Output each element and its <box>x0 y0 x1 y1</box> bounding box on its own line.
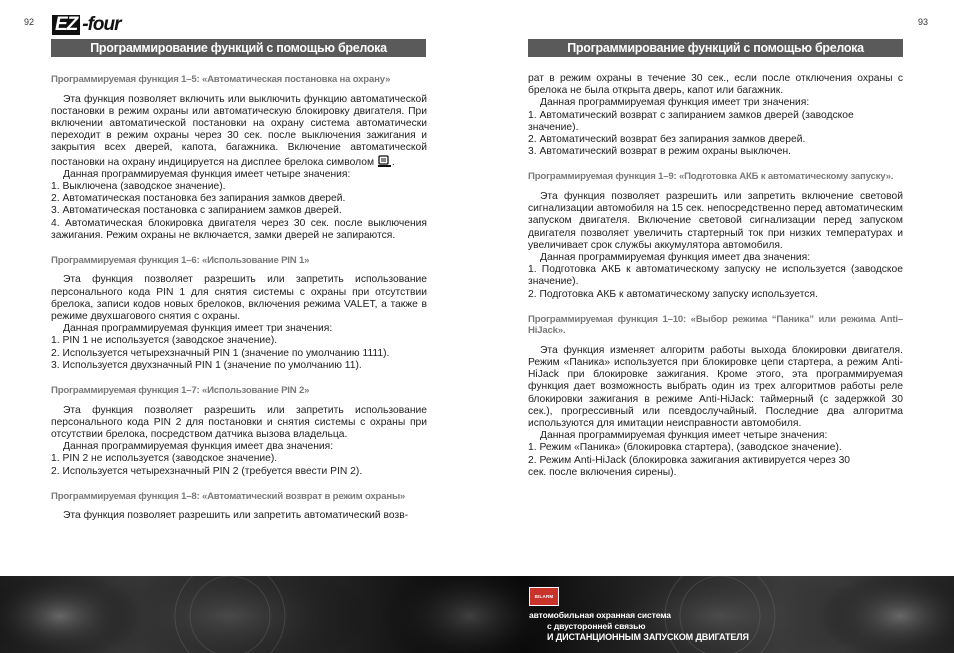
footer-tagline <box>529 610 749 643</box>
function-1-8-values-intro: Данная программируемая функция имеет три значения: <box>540 97 810 109</box>
list-item: 3. Автоматическая постановка с запиранием замков дверей. <box>51 205 342 217</box>
function-1-10-description: Эта функция изменяет алгоритм работы выхода блокировки двигателя. Режим «Паника» используется при блокировке цепи стартера, а режим Anti-HiJack при блокировке зажигания. Кроме этого, эта программируемая функция дает возможность выбрать один из трех алгоритмов работы реле блокировки зажигания в режиме Anti-HiJack: таймерный (с задержкой 30 сек.), прогрессивный или псевдослучайный. Последние два алгоритма используются для имитации неисправности автомобиля. <box>528 344 903 429</box>
list-item: 2. Используется четырехзначный PIN 2 (требуется ввести PIN 2). <box>51 465 363 477</box>
list-item: 2. Автоматическая постановка без запирания замков дверей. <box>51 193 346 205</box>
right-column <box>528 73 903 479</box>
function-1-7-values-intro: Данная программируемая функция имеет два значения: <box>63 441 334 453</box>
function-1-10-values-intro: Данная программируемая функция имеет четыре значения: <box>540 430 828 442</box>
section-title-left: Программирование функций с помощью брелока <box>51 39 426 57</box>
function-1-5-description: Эта функция позволяет включить или выключить функцию автоматической постановки в режим охраны или автоматическую блокировку двигателя. При включении автоматической постановки на охрану система автоматически переходит в режим охраны через 30 сек. после выключения зажигания и закрытия всех дверей, капота, багажника. Включение автоматической постановки на охрану индицируется на дисплее брелока символом . <box>51 93 427 168</box>
tagline-line-3: И ДИСТАНЦИОННЫМ ЗАПУСКОМ ДВИГАТЕЛЯ <box>547 632 749 642</box>
function-1-9-heading: Программируемая функция 1–9: «Подготовка АКБ к автоматическому запуску». <box>528 171 894 183</box>
leopard-right-shape <box>820 576 954 653</box>
list-item: 2. Используется четырехзначный PIN 1 (значение по умолчанию 1111). <box>51 347 390 359</box>
page-number-right: 93 <box>918 17 929 27</box>
function-1-9-description: Эта функция позволяет разрешить или запретить включение световой сигнализации автомобиля на 15 сек. непосредственно перед автоматическим запуском двигателя. Включение световой сигнализации перед запуском двигателя позволяет увеличить стартерный ток при низких температурах и увеличивает срок службы аккумулятора автомобиля. <box>528 190 903 251</box>
function-1-6-description: Эта функция позволяет разрешить или запретить использование персонального кода PIN 1 для снятия системы с охраны при отсутствии брелока, записи кодов новых брелоков, включения режима VALET, а также в режиме двухшагового снятия с охраны. <box>51 274 427 323</box>
list-item: 3. Используется двухзначный PIN 1 (значение по умолчанию 11). <box>51 359 362 371</box>
logo-four: -four <box>82 14 121 35</box>
bilarm-logo: BILARM <box>529 587 559 606</box>
list-item: 2. Подготовка АКБ к автоматическому запуску используется. <box>528 288 818 300</box>
ez-four-logo <box>52 14 121 36</box>
list-item: 1. PIN 1 не используется (заводское значение). <box>51 335 278 347</box>
footer-artwork <box>0 576 954 653</box>
list-item: 1. PIN 2 не используется (заводское значение). <box>51 453 278 465</box>
function-1-6-values-intro: Данная программируемая функция имеет три значения: <box>63 323 333 335</box>
function-1-7-heading: Программируемая функция 1–7: «Использование PIN 2» <box>51 385 310 397</box>
page-number-left: 92 <box>24 17 35 27</box>
auto-arm-symbol-icon <box>378 155 391 168</box>
tagline-line-1: автомобильная охранная система <box>529 610 671 620</box>
section-title-right: Программирование функций с помощью брелока <box>528 39 903 57</box>
function-1-9-values-intro: Данная программируемая функция имеет два значения: <box>540 251 811 263</box>
function-1-6-heading: Программируемая функция 1–6: «Использование PIN 1» <box>51 254 310 266</box>
left-column <box>51 74 427 522</box>
list-item: 3. Автоматический возврат в режим охраны выключен. <box>528 146 792 158</box>
function-1-5-heading: Программируемая функция 1–5: «Автоматическая постановка на охрану» <box>51 74 391 85</box>
list-item: 1. Режим «Паника» (блокировка стартера), (заводское значение). <box>528 442 842 454</box>
list-item: 4. Автоматическая блокировка двигателя через 30 сек. после выключения зажигания. Режим охраны не включается, замки дверей не запираются. <box>51 217 427 241</box>
tagline-line-2: с двусторонней связью <box>547 621 646 631</box>
function-1-10-heading: Программируемая функция 1–10: «Выбор режима “Паника” или режима Anti–HiJack». <box>528 313 903 337</box>
list-item: 2. Режим Anti-HiJack (блокировка зажигания активируется через 30 сек. после включения сирены). <box>528 454 851 478</box>
function-1-8-description-start: Эта функция позволяет разрешить или запретить автоматический возв- <box>63 510 409 522</box>
list-item: 1. Выключена (заводское значение). <box>51 180 226 192</box>
wheel-left-shape <box>90 576 370 653</box>
list-item: 2. Автоматический возврат без запирания замков дверей. <box>528 134 806 146</box>
list-item: 1. Автоматический возврат с запиранием замков дверей (заводское значение). <box>528 109 854 133</box>
function-1-7-description: Эта функция позволяет разрешить или запретить использование персонального кода PIN 2 для постановки и снятия системы с охраны при отсутствии брелока, посредством датчика вызова владельца. <box>51 404 427 440</box>
function-1-8-heading: Программируемая функция 1–8: «Автоматический возврат в режим охраны» <box>51 490 406 502</box>
logo-ez: EZ <box>52 15 80 35</box>
list-item: 1. Подготовка АКБ к автоматическому запуску не используется (заводское значение). <box>528 264 903 288</box>
function-1-8-description-cont: рат в режим охраны в течение 30 сек., если после отключения охраны с брелока не была открыта дверь, капот или багажник. <box>528 73 903 97</box>
function-1-5-values-intro: Данная программируемая функция имеет четыре значения: <box>63 168 351 180</box>
footer-banner <box>0 576 954 653</box>
